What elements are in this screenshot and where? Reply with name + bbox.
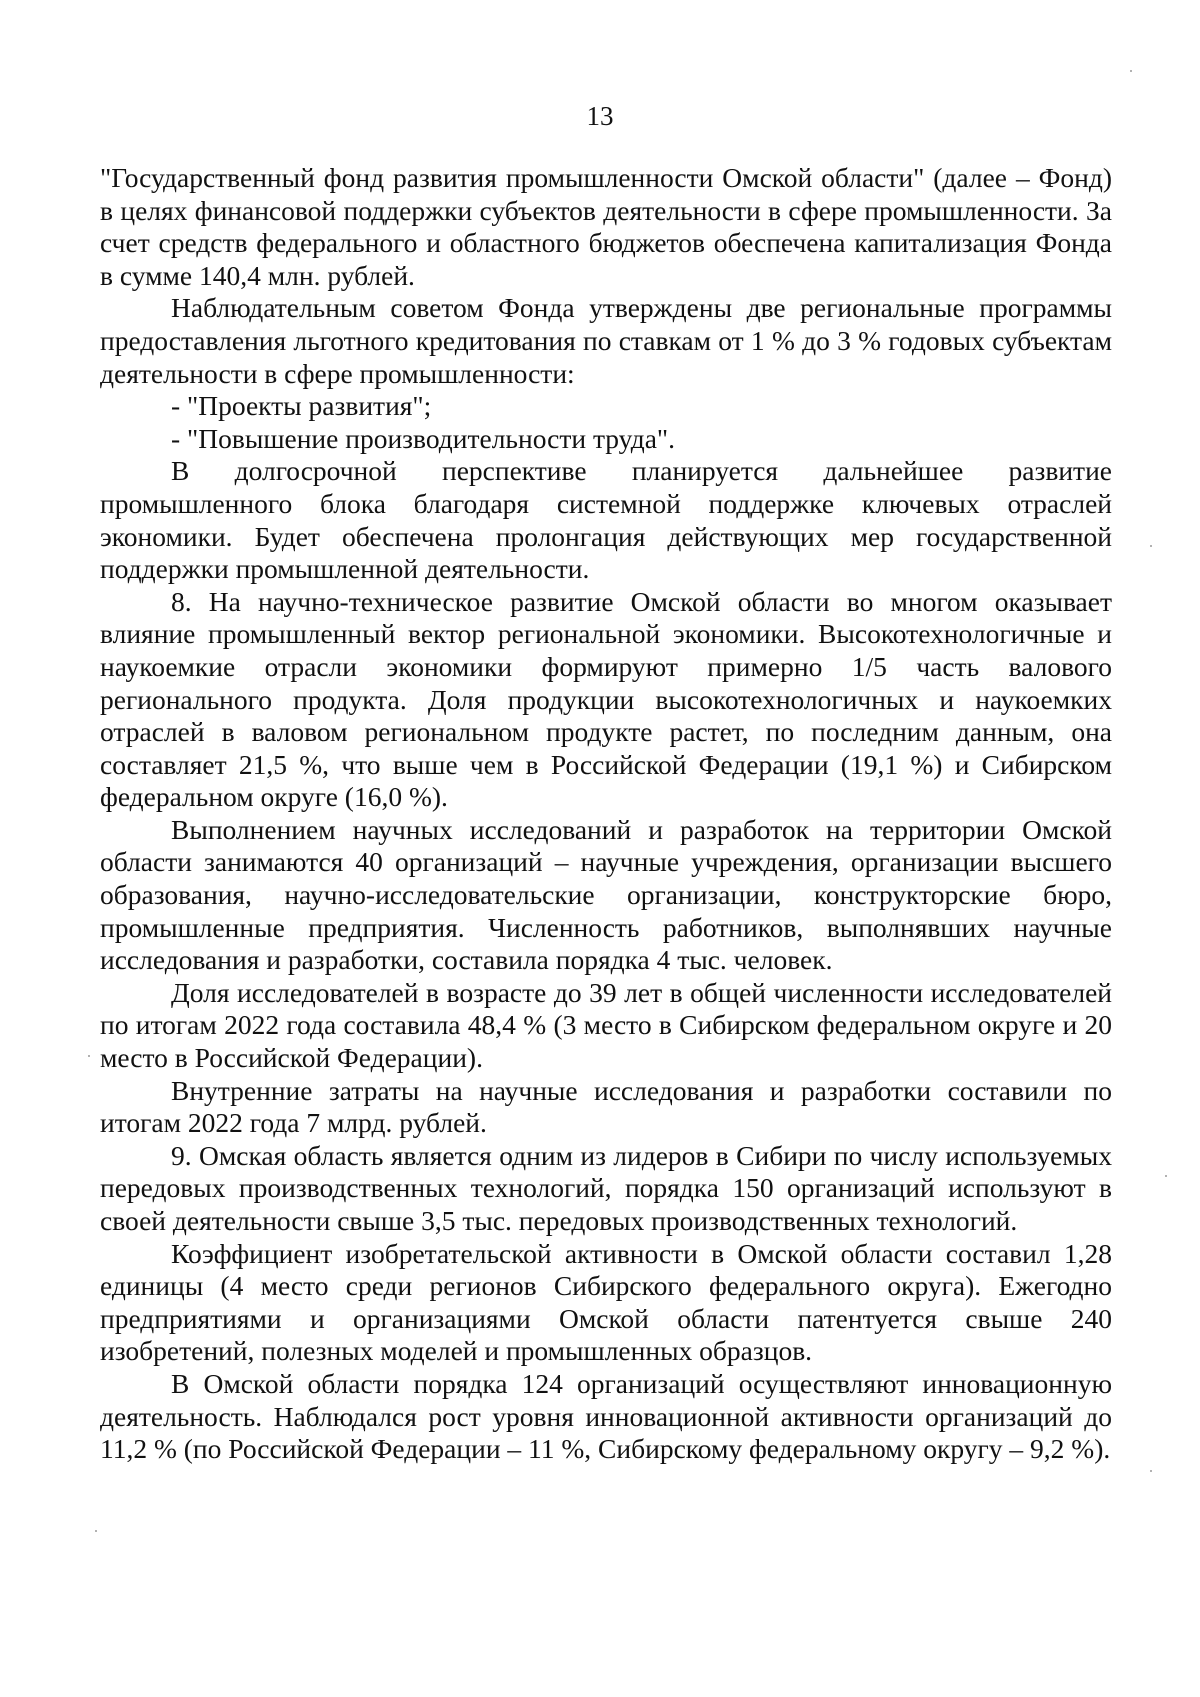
document-body	[100, 162, 1112, 1466]
scan-speck	[1150, 1470, 1152, 1472]
scan-speck	[95, 1530, 97, 1532]
scan-speck	[88, 1055, 90, 1057]
paragraph-section-8: 8. На научно-техническое развитие Омской области во многом оказывает влияние промышленный вектор региональной экономики. Высокотехнологичные и наукоемкие отрасли экономики формируют примерно 1/5 часть валового регионального продукта. Доля продукции высокотехнологичных и наукоемких отраслей в валовом региональном продукте растет, по последним данным, она составляет 21,5 %, что выше чем в Российской Федерации (19,1 %) и Сибирском федеральном округе (16,0 %).	[100, 585, 1112, 813]
scan-speck	[1165, 1175, 1167, 1177]
list-item-development-projects: - "Проекты развития";	[171, 390, 432, 422]
list-item-labor-productivity: - "Повышение производительности труда".	[171, 422, 675, 454]
paragraph-internal-expenses: Внутренние затраты на научные исследования и разработки составили по итогам 2022 года 7 млрд. рублей.	[100, 1074, 1112, 1139]
paragraph-section-9: 9. Омская область является одним из лидеров в Сибири по числу используемых передовых производственных технологий, порядка 150 организаций используют в своей деятельности свыше 3,5 тыс. передовых производственных технологий.	[100, 1139, 1112, 1236]
paragraph-fund-intro: "Государственный фонд развития промышленности Омской области" (далее – Фонд) в целях финансовой поддержки субъектов деятельности в сфере промышленности. За счет средств федерального и областного бюджетов обеспечена капитализация Фонда в сумме 140,4 млн. рублей.	[100, 162, 1112, 291]
paragraph-research-organizations: Выполнением научных исследований и разработок на территории Омской области занимаются 40 организаций – научные учреждения, организации высшего образования, научно-исследовательские организации, конструкторские бюро, промышленные предприятия. Численность работников, выполнявших научные исследования и разработки, составила порядка 4 тыс. человек.	[100, 813, 1112, 976]
scan-speck	[1150, 545, 1152, 547]
paragraph-inventive-activity: Коэффициент изобретательской активности в Омской области составил 1,28 единицы (4 место среди регионов Сибирского федерального округа). Ежегодно предприятиями и организациями Омской области патентуется свыше 240 изобретений, полезных моделей и промышленных образцов.	[100, 1237, 1112, 1367]
scan-speck	[1130, 70, 1132, 72]
paragraph-long-term-outlook: В долгосрочной перспективе планируется дальнейшее развитие промышленного блока благодаря системной поддержке ключевых отраслей экономики. Будет обеспечена пролонгация действующих мер государственной поддержки промышленной деятельности.	[100, 455, 1112, 585]
page-number: 13	[586, 101, 614, 131]
paragraph-supervisory-board: Наблюдательным советом Фонда утверждены две региональные программы предоставления льготного кредитования по ставкам от 1 % до 3 % годовых субъектам деятельности в сфере промышленности:	[100, 292, 1112, 389]
paragraph-innovation-activity: В Омской области порядка 124 организаций осуществляют инновационную деятельность. Наблюдался рост уровня инновационной активности организаций до 11,2 % (по Российской Федерации – 11 %, Сибирскому федеральному округу – 9,2 %).	[100, 1367, 1112, 1465]
paragraph-young-researchers: Доля исследователей в возрасте до 39 лет в общей численности исследователей по итогам 2022 года составила 48,4 % (3 место в Сибирском федеральном округе и 20 место в Российской Федерации).	[100, 976, 1112, 1074]
